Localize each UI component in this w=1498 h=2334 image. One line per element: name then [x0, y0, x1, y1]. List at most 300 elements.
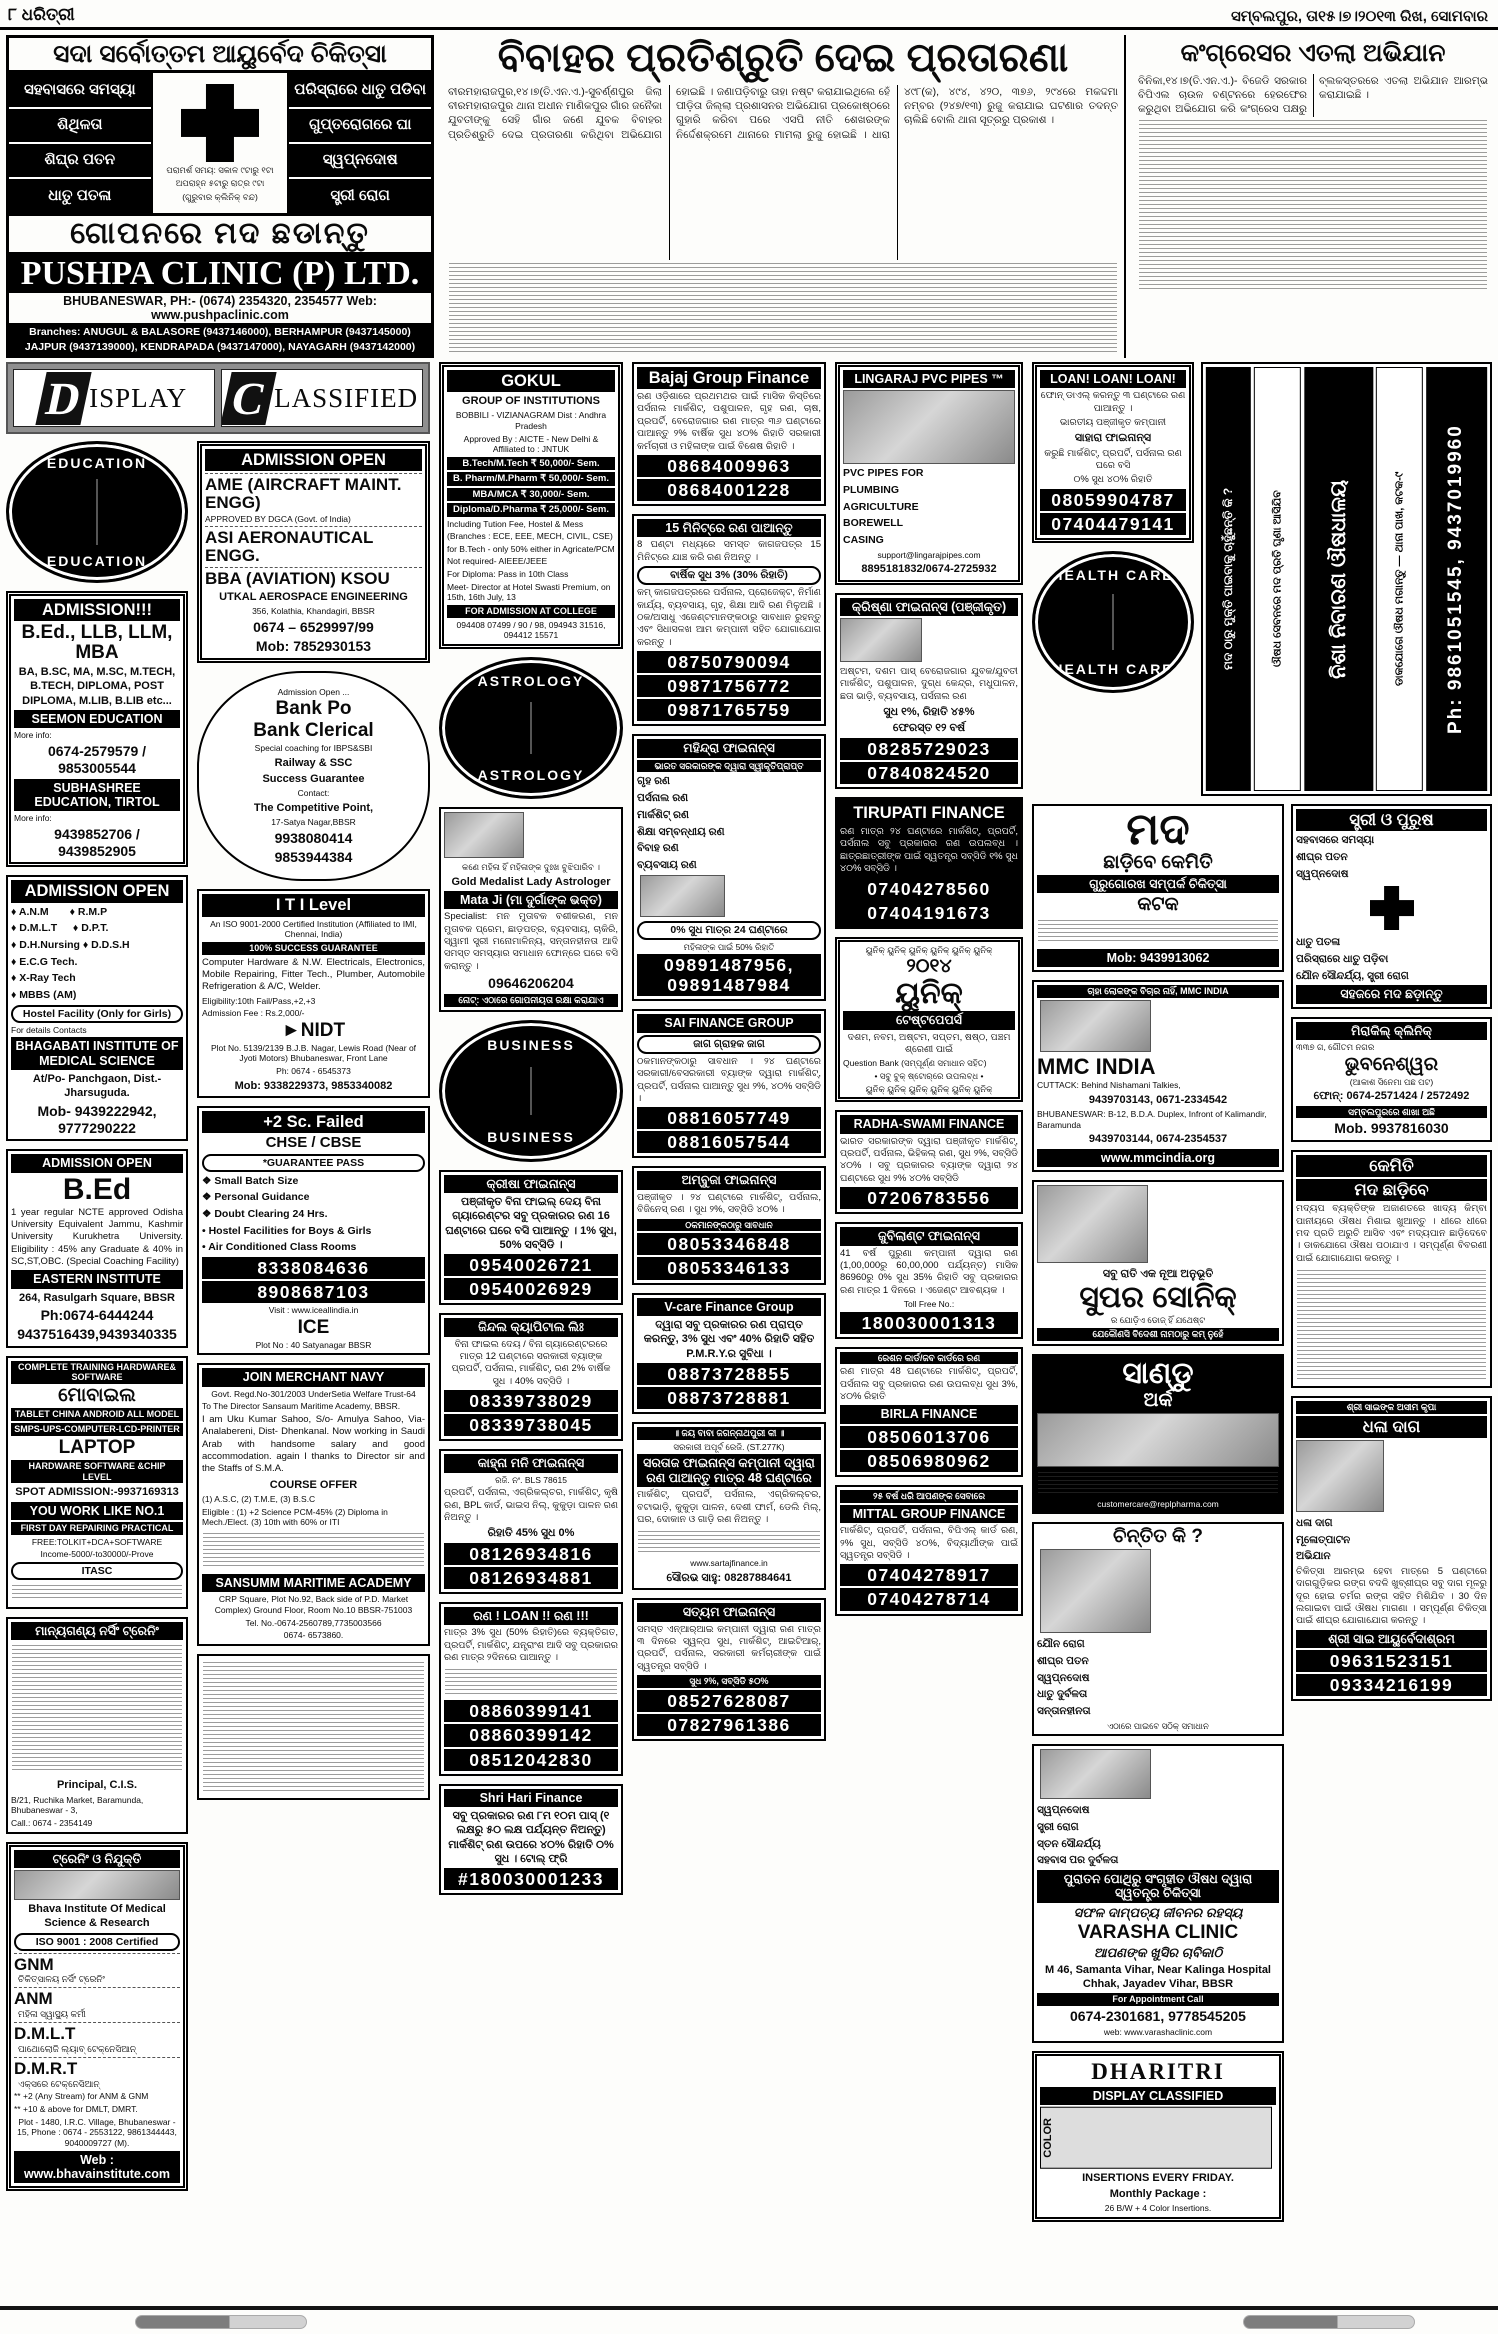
ad-text: COMPLETE TRAINING HARDWARE& SOFTWARE — [11, 1361, 183, 1385]
ad-text: Mob- 9439222942, 9777290222 — [37, 1102, 157, 1136]
woman-photo — [1040, 1549, 1151, 1633]
ad-text: BOBBILI - VIZIANAGRAM Dist : Andhra Pradesh — [455, 410, 607, 432]
article-text-continued — [449, 263, 1117, 355]
mobile-repair-training-ad — [6, 1356, 188, 1609]
ad-text: HARDWARE SOFTWARE &CHIP LEVEL — [11, 1460, 183, 1484]
patient-faces-photo — [1040, 1000, 1151, 1052]
ad-text: ASI AERONAUTICAL ENGG. — [205, 526, 422, 565]
ad-text: 07404479141 — [1040, 513, 1186, 535]
ad-text: Monthly Package : — [1109, 2188, 1207, 2200]
ad-text: 9439703144, 0674-2354537 — [1088, 1133, 1228, 1146]
ad-text: Plot - 1480, I.R.C. Village, Bhubaneswar - 15, Phone : 0674 - 2553122, 9861344443, 9040009727 (M). — [17, 2116, 177, 2148]
dharitri-display-classified-ad — [1032, 2051, 1284, 2222]
ad-text: ମଦ ଛାଡ଼ିବେ — [1296, 1179, 1487, 1201]
clinic-name: PUSHPA CLINIC (P) LTD. — [9, 255, 431, 293]
ad-text: 08816057544 — [637, 1131, 821, 1153]
ad-text: ମଦ ଠାରୁ ମୁକ୍ତି ପାଇବାକୁ ଚାହୁଁଛନ୍ତି କି ? — [1206, 367, 1251, 791]
ad-text: ❖ Doubt Clearing 24 Hrs. — [202, 1207, 328, 1220]
ad-text: 8 ଘଣ୍ଟା ମଧ୍ୟରେ ସମସ୍ତ କାଗଜପତ୍ର 15 ମିନିଟ୍‌ରେ ଯାଞ୍ଚ କରି ରଣ ନିଅନ୍ତୁ । — [637, 539, 821, 563]
right-mid-left-stack — [1032, 804, 1284, 2230]
goddess-image — [840, 618, 922, 662]
ad-text: ଧଳା ଦାଗ — [1296, 1416, 1487, 1438]
ad-text: ଏଠାରେ ପାଇବେ ସଠିକ୍ ସମାଧାନ — [1107, 1720, 1209, 1731]
bhagabati-institute-ad — [6, 875, 188, 1141]
ad-text: ❖ Small Batch Size — [202, 1174, 299, 1187]
ad-text: YOU WORK LIKE NO.1 — [11, 1502, 183, 1520]
fine-print-text — [1038, 920, 1278, 944]
ad-text: Mob. 9937816030 — [1334, 1120, 1449, 1137]
ad-text: LINGARAJ PVC PIPES ™ — [843, 370, 1015, 388]
ad-text: ଅଷ୍ଟମ, ଦଶମ ପାସ୍ ବେରୋଜଗାର ଯୁବକ/ଯୁବତୀ ମାର୍କଶିଟ୍, ପଶୁପାଳନ, ଦୁଗ୍ଧ କେନ୍ଦ୍ର, ମଧୁପାଳନ, ଛତା ଭାଡ଼ି, ବ୍ୟବସାୟ, ପର୍ସନାଲ ରଣ — [840, 666, 1018, 702]
varasha-clinic-ad — [1032, 1744, 1284, 2042]
ad-text: ଅର୍କ — [1143, 1389, 1173, 1411]
ad-text: • Air Conditioned Class Rooms — [202, 1241, 357, 1254]
page-number-label: ୮ ଧରିତ୍ରୀ — [8, 5, 75, 24]
fine-print-text — [203, 1533, 424, 1569]
classifieds-section — [0, 360, 1498, 2260]
ad-text: ♦ MBBS (AM) — [11, 989, 77, 1002]
kanha-money-finance-ad — [439, 1449, 623, 1594]
scrollbar-thumb-left[interactable] — [135, 2315, 307, 2329]
couple-photo — [1040, 1749, 1151, 1799]
ad-text: Bank Po — [275, 698, 352, 720]
ad-text: ର ଯୋଡ଼ିଏ ଡୋଜ୍ ହିଁ ଯଥେଷ୍ଟ — [1110, 1315, 1206, 1326]
ad-text: ଜିନ୍ଦଲ କ୍ୟାପିଟାଲ ଲିଃ — [444, 1318, 618, 1336]
ad-text: Diploma/D.Pharma ₹ 25,000/- Sem. — [447, 503, 615, 516]
loan-triple-ad — [439, 1602, 623, 1776]
ad-text: ପରିସ୍ରାରେ ଧାତୁ ପଡ଼ିବା — [1296, 952, 1389, 965]
dense-odia-text — [1297, 1270, 1486, 1380]
ad-text: ମିରାକିଲ୍ କ୍ଲିନିକ୍ — [1296, 1022, 1487, 1040]
ad-text: B. Pharm/M.Pharm ₹ 50,000/- Sem. — [447, 472, 615, 485]
ad-text: I T I Level — [202, 894, 425, 916]
ad-text: 08816057749 — [637, 1107, 821, 1129]
ad-text: Visit : www.iceallindia.in — [268, 1305, 359, 1316]
ad-text: JOIN MERCHANT NAVY — [202, 1368, 425, 1386]
ad-text: ** +2 (Any Stream) for ANM & GNM — [14, 2091, 149, 2102]
ad-text: DISPLAY CLASSIFIED — [1040, 2087, 1276, 2105]
ad-text: ସବୁ ପ୍ରକାରର ରଣ ୮ମ ୧୦ମ ପାସ୍ (୧ ଲକ୍ଷରୁ ୫୦ ଲକ୍ଷ ପର୍ଯ୍ୟନ୍ତ ନିଅନ୍ତୁ) ମାର୍କଶିଟ୍ ରଣ ଉପରେ ୪୦% ରିହାତି ୦% ସୁଧ । ଟୋଲ୍ ଫ୍ରି — [448, 1810, 614, 1865]
fine-print-text — [638, 1531, 820, 1553]
ad-text: Not required- AIEEE/JEEE — [447, 556, 548, 567]
ad-text: ISO 9001 : 2008 Certified — [14, 1933, 180, 1951]
ad-text: Success Guarantee — [262, 772, 365, 785]
mahindra-finance-ad — [632, 734, 826, 1001]
ad-text: Mob: 9338229373, 9853340082 — [234, 1079, 393, 1092]
ad-text: ପାଥୋଲୋଜି ଲ୍ୟାବ୍ ଟେକ୍ନେସିଆନ୍ — [18, 2043, 137, 2054]
mata-ji-astrologer-ad — [439, 807, 623, 1012]
sandu-arka-ad — [1032, 1354, 1284, 1515]
ad-text: LAPTOP — [58, 1436, 136, 1458]
ad-text: କମ୍ କାଗଜପତ୍ରରେ ପର୍ସନାଲ, ପ୍ରୋଜେକ୍ଟ, ନିର୍ମାଣ କାର୍ଯ୍ୟ, ବ୍ୟବସାୟ, ଗୃହ, ଶିକ୍ଷା ଆଦି ରଣ ମିଳୁଅଛି । ଠକ/ଅସାଧୁ ଏଜେଣ୍ଟମାନଙ୍କଠାରୁ ସାବଧାନ ରୁହନ୍ତୁ ଏବଂ ସିଧାସଳଖ ଆମ କମ୍ପାନୀ ସହିତ ଯୋଗାଯୋଗ କରନ୍ତୁ । — [637, 587, 821, 648]
right-mid-right-stack — [1291, 804, 1492, 2230]
ad-text: 26 B/W + 4 Color Insertions. — [1104, 2203, 1212, 2214]
face-photo — [1296, 1440, 1384, 1512]
ad-text: SUBHASHREE EDUCATION, TIRTOL — [14, 779, 180, 812]
business-logo-text: BUSINESS — [487, 1036, 575, 1053]
ad-text: ସଫଳ ଦାମ୍ପତ୍ୟ ଜୀବନର ରହସ୍ୟ — [1073, 1904, 1243, 1920]
ad-text: *GUARANTEE PASS — [202, 1154, 425, 1172]
ad-text: ଛାଡ଼ିବେ କେମିତି — [1103, 851, 1213, 873]
ad-text: ଶିକ୍ଷା ସମ୍ବନ୍ଧୀୟ ରଣ — [637, 825, 725, 838]
mittal-group-finance-ad — [835, 1485, 1023, 1615]
ad-text: 41 ବର୍ଷ ପୁରୁଣା କମ୍ପାନୀ ଦ୍ୱାରା ରଣ (1,00,000ରୁ 60,00,000 ପର୍ଯ୍ୟନ୍ତ) ମାସିକ 86960ରୁ 0% ସୁଧ 35% ରିହାତି ସବୁ ପ୍ରକାରର ରଣ ମାତ୍ର 1 ଦିନରେ । ଏଜେଣ୍ଟ ଆବଶ୍ୟକ । — [840, 1247, 1018, 1296]
ad-text: Question Bank (ସମ୍ପୂର୍ଣ୍ଣ ସମାଧାନ ସହିତ) — [843, 1058, 987, 1069]
ad-text: BHAGABATI INSTITUTE OF MEDICAL SCIENCE — [11, 1037, 183, 1070]
ad-text: EASTERN INSTITUTE — [11, 1270, 183, 1288]
ad-text: 07827961386 — [637, 1714, 821, 1736]
ad-text: 09631523151 — [1296, 1650, 1487, 1672]
ad-text: M 46, Samanta Vihar, Near Kalinga Hospital Chhak, Jayadev Vihar, BBSR — [1045, 1963, 1271, 1991]
ad-text: 0674- 6573860. — [283, 1630, 344, 1641]
ad-text: ITASC — [11, 1562, 183, 1580]
ad-text: ଚିକିତ୍ସା ଆରମ୍ଭ ହେବା ମାତ୍ରେ 5 ଘଣ୍ଟାରେ ଦାଗଗୁଡ଼ିକର ରଙ୍ଗ ବଦଳି ଖୁବ୍‌ଶୀଘ୍ର ସବୁ ଦାଗ ମୂଳରୁ ଦୂର ହୋଇ ଚର୍ମର ରଙ୍ଗ ସହିତ ମିଶିଯିବ । 30 ଦିନ ଲଗାଇବା ପାଇଁ ଔଷଧ ମାଗଣା । ସମ୍ପୂର୍ଣ୍ଣ ଚିକିତ୍ସା ପାଇଁ ଶୀଘ୍ର ଯୋଗାଯୋଗ କରନ୍ତୁ । — [1296, 1566, 1487, 1627]
ad-text: ୟୁନିକ୍ ୟୁନିକ୍ ୟୁନିକ୍ ୟୁନିକ୍ ୟୁନିକ୍ ୟୁନିକ୍ — [865, 944, 993, 955]
ad-text: ଧଳା ଦାଗ — [1296, 1517, 1333, 1530]
ad-text: 08684009963 — [637, 455, 821, 477]
ad-text: CHSE / CBSE — [265, 1134, 362, 1152]
classified-text-ad — [197, 1654, 430, 1800]
ad-text: ଯେକୌଣସି ବିଦେଶୀ ନାମଠାରୁ କମ୍ ନୁହେଁ — [1037, 1328, 1279, 1341]
ad-text: ରିହାତି 45% ସୁଧ 0% — [487, 1527, 575, 1540]
ad-text: Web : www.bhavainstitute.com — [14, 2151, 180, 2184]
ad-text: ପରିସ୍ରାରେ ଧାତୁ ପଡିବା — [289, 73, 431, 108]
ad-text: D.M.L.T — [14, 2022, 180, 2043]
ad-text: ୟୁନିକ୍ ୟୁନିକ୍ ୟୁନିକ୍ ୟୁନିକ୍ ୟୁନିକ୍ ୟୁନିକ୍ — [865, 1083, 993, 1094]
ad-text: Hostel Facility (Only for Girls) — [11, 1005, 183, 1023]
ad-text: 08506980962 — [840, 1450, 1018, 1472]
ad-text: 9938080414 — [274, 829, 353, 846]
ad-text: More info: — [14, 813, 52, 824]
ad-text: Computer Hardware & N.W. Electricals, Electronics, Mobile Repairing, Fitter Tech., Plumber, Automobile Refrigeration & A/C, Welder. — [202, 956, 425, 993]
competitive-point-bank-ad — [197, 671, 430, 882]
ad-text: ମୋବାଇଲ — [58, 1385, 136, 1407]
ad-text: Mob: 9439913062 — [1037, 949, 1279, 967]
ad-text: ସମ୍ବଲପୁରରେ ଶାଖା ଅଛି — [1296, 1106, 1487, 1119]
ad-text: 08860399142 — [444, 1724, 618, 1746]
ad-text: BHUBANESWAR: B-12, B.D.A. Duplex, Infront of Kalimandir, Baramunda — [1037, 1109, 1267, 1130]
krishna-finance-ad — [835, 593, 1023, 789]
classified-column-d — [632, 362, 826, 1749]
ad-text: 08750790094 — [637, 651, 821, 673]
ice-plus2-failed-ad — [197, 1106, 430, 1356]
ad-text: ANM — [14, 1987, 180, 2008]
clinic-branches: JAJPUR (9437139000), KENDRAPADA (9437147000), NAYAGARH (9437142000) — [9, 340, 431, 355]
business-logo-ad — [439, 1020, 623, 1162]
ad-text: UTKAL AEROSPACE ENGINEERING — [219, 590, 408, 603]
classified-column-c — [439, 362, 623, 1903]
ad-text: 0674-2301681, 9778545205 — [1070, 2008, 1246, 2025]
ad-text: COLOR — [1040, 2107, 1272, 2169]
ad-text: ବିବାହ ରଣ — [637, 842, 679, 855]
ad-text: Toll Free No.: — [903, 1298, 955, 1309]
classified-column-b — [197, 441, 430, 2199]
ad-text: 08126934881 — [444, 1567, 618, 1589]
lingaraj-pvc-pipes-ad — [835, 362, 1023, 585]
ad-text: ADMISSION!!! — [14, 599, 180, 621]
ad-text: BIRLA FINANCE — [840, 1405, 1018, 1423]
health-care-logo-text: HEALTH CARE — [1052, 661, 1174, 678]
ad-text: ଜୁବିଲାଣ୍ଟ ଫାଇନାନ୍ସ — [840, 1227, 1018, 1245]
ad-text: ** +10 & above for DMLT, DMRT. — [14, 2104, 138, 2115]
super-sonic-ad — [1032, 1180, 1284, 1346]
seemon-education-ad — [6, 591, 188, 867]
ad-text: ସରତାଜ ଫାଇନାନ୍ସ କମ୍ପାନୀ ଦ୍ୱାରା ରଣ ପାଆନ୍ତୁ ମାତ୍ର 48 ଘଣ୍ଟାରେ — [637, 1454, 821, 1487]
astrology-logo-text: ASTROLOGY — [477, 766, 585, 783]
ad-text: Ph: 0674 - 6545373 — [276, 1066, 351, 1077]
ad-text: ରଜି. ନଂ. BLS 78615 — [495, 1474, 567, 1485]
ad-text: I am Uku Kumar Sahoo, S/o- Amulya Sahoo, Via- Analabereni, Dist- Dhenkanal. Now working in Saudi Arab with handsome salary and good accommodation. again I thanks to Director sir and the Staffs of S.M.A. — [202, 1414, 425, 1475]
ad-text: 0% ସୁଧ ମାତ୍ର 24 ଘଣ୍ଟାରେ — [637, 921, 821, 940]
ad-text: ଅମ୍ବୁଜା ଫାଇନାନ୍ସ — [637, 1171, 821, 1189]
ad-text: ସାଣ୍ଡୁ — [1122, 1356, 1194, 1390]
ad-text: customercare@replpharma.com — [1097, 1498, 1219, 1509]
scrollbar-thumb-right[interactable] — [1243, 2315, 1415, 2329]
ad-text: Bank Clerical — [253, 720, 374, 742]
ad-text: କ୍ରୀଷା ଫାଇନାନ୍ସ — [444, 1175, 618, 1193]
ad-text: web: www.varashaclinic.com — [1103, 2026, 1213, 2037]
ad-text: CRP Square, Plot No.92, Back side of P.D. Market Complex) Ground Floor, Room No.10 BBSR-751003 — [214, 1594, 413, 1615]
couple-photo — [1037, 1185, 1148, 1263]
ad-text: Tel. No.-0674-2560789,7735003566 — [245, 1617, 382, 1628]
ad-text: CASING — [843, 534, 884, 547]
ad-text: ॥ ଜୟ ବାବା ଜଗନ୍ନାଥପୁରୀ କୀ ॥ — [637, 1427, 821, 1440]
ad-text: ୩୩୭ ଗ, ଗୌତମ ନଗର — [1296, 1042, 1375, 1053]
ad-text: For Appointment Call — [1037, 1993, 1279, 2006]
ad-text: 07404191673 — [840, 902, 1018, 924]
ad-text: VARASHA CLINIC — [1077, 1921, 1239, 1943]
ad-text: Admission Open ... — [277, 686, 350, 697]
ad-text: ଜାଗ ଗ୍ରାହକ ଜାଗ — [637, 1035, 821, 1054]
ad-text: CUTTACK: Behind Nishamani Talkies, — [1037, 1080, 1181, 1091]
ad-text: Bajaj Group Finance — [637, 367, 821, 389]
ad-text: Meet- Director at Hotel Swasti Premium, on 15th, 16th July, 13 — [447, 581, 611, 603]
ad-text: ♦ D.M.L.T ♦ D.P.T. — [11, 922, 109, 935]
ad-text: support@lingarajpipes.com — [877, 549, 981, 560]
health-care-logo-text: HEALTH CARE — [1052, 566, 1174, 583]
ad-text: 17-Satya Nagar,BBSR — [271, 817, 356, 828]
display-classified-banner — [6, 362, 430, 434]
vertical-ad-slot — [1201, 362, 1492, 804]
ad-text: (ଆକାଶ ସିନେମା ପଛ ପଟ) — [1349, 1076, 1434, 1087]
ad-text: ମାତ୍ର 3% ସୁଧ (50% ରିହାତି)ରେ ବ୍ୟକ୍ତିଗତ, ପ୍ରପର୍ଟି, ମାର୍କଶିଟ୍, ଯନ୍ତ୍ରାଂଶ ଆଦି ସବୁ ପ୍ରକାରର ରଣ ମାତ୍ର ୨ଦିନରେ ପାଆନ୍ତୁ । — [444, 1627, 619, 1663]
eastern-institute-bed-ad — [6, 1149, 188, 1347]
ad-text: 100% SUCCESS GUARANTEE — [202, 942, 425, 955]
ad-text: ଶୀଘ୍ର ପତନ — [1037, 1654, 1089, 1667]
pvc-pipes-photo — [843, 390, 1015, 464]
ad-text: ସ୍ତ୍ରୀ ଓ ପୁରୁଷ — [1296, 809, 1487, 831]
ad-text: ଔଷଧ ସେବନରେ ମଦ ପ୍ରତି ଘୃଣା ଆସିଯିବ — [1254, 367, 1301, 791]
ad-text: INSERTIONS EVERY FRIDAY. — [1082, 2171, 1234, 2184]
masthead — [0, 0, 1498, 30]
banner-word-classified — [221, 369, 423, 427]
shri-hari-finance-ad — [439, 1784, 623, 1896]
satyam-finance-ad — [632, 1598, 826, 1741]
ad-text: ଭାରତ ସରକାରଙ୍କ ଦ୍ୱାରା ପଞ୍ଜୀକୃତ ମାର୍କଶିଟ୍, ପ୍ରପର୍ଟି, ପର୍ସନାଲ, ଭିହିକଲ୍ ରଣ, ସୁଧ ୨%, ସବ୍‌ସିଡି ୪୦% । ସବୁ ପ୍ରକାରର ବ୍ୟାଙ୍କ ଦ୍ୱାରା ୨୪ ଘଣ୍ଟାରେ ସୁଧ ୨% ୪୦% ସବ୍‌ସିଡି — [840, 1135, 1018, 1184]
ad-text: ରଣ ! LOAN !! ରଣ !!! — [444, 1607, 618, 1625]
banner-initial: C — [221, 372, 277, 425]
ad-text: FOR ADMISSION AT COLLEGE — [447, 605, 615, 618]
ad-text: for B.Tech - only 50% either in Agricate/PCM — [447, 543, 615, 554]
ad-text: COURSE OFFER — [269, 1478, 358, 1491]
ad-text: An ISO 9001-2000 Certified Institution (Affiliated to IMI, Chennai, India) — [210, 918, 417, 940]
ad-text: ସ୍ୱପ୍ନଦୋଷ — [289, 144, 431, 179]
ad-text: For details Contacts — [11, 1024, 87, 1035]
ad-text: ►NIDT — [281, 1019, 346, 1041]
mada-chhadibe-ad — [1032, 804, 1284, 972]
jubilant-finance-ad — [835, 1222, 1023, 1339]
ad-text: ନିଶା ନିବାରଣ ଔଷଧାଳୟ — [1304, 367, 1373, 791]
ad-text: ଚିନ୍ତିତ କି ? — [1113, 1526, 1203, 1548]
ad-text: ସନ୍ତାନହୀନତା — [1037, 1705, 1091, 1718]
ad-text: କାହ୍ନା ମନି ଫାଇନାନ୍ସ — [444, 1454, 618, 1472]
ad-text: ଭୁବନେଶ୍ୱର — [1344, 1053, 1439, 1075]
main-article — [442, 35, 1126, 358]
ad-text: 08684001228 — [637, 479, 821, 501]
ad-text: ICE — [297, 1316, 330, 1338]
utkal-aerospace-ad — [197, 441, 430, 663]
ad-text: ସତ୍ୟମ ଫାଇନାନ୍ସ — [637, 1603, 821, 1621]
business-logo-text: BUSINESS — [487, 1128, 575, 1145]
ad-text: SPOT ADMISSION:-9937169313 — [15, 1486, 179, 1499]
ad-text: Plot No. 5139/2139 B.J.B. Nagar, Lewis Road (Near of Jyoti Motors) Bhubaneswar, Front Lane — [210, 1042, 417, 1064]
ad-text: 1 year regular NCTE approved Odisha University Equivalent Jammu, Kashmir University Kurukhetra University. Eligibility : 45% any Graduate & 40% in SC,ST,OBC. (Special Coaching Facility) — [11, 1206, 183, 1268]
ad-text: ରେଶନ କାର୍ଡ/ଜବ କାର୍ଡରେ ରଣ — [840, 1352, 1018, 1365]
ad-text: 356, Kolathia, Khandagiri, BBSR — [252, 606, 375, 617]
ad-text: ବିନା ଫାଇଲ ଦେୟ / ବିନା ଗ୍ୟାରେଣ୍ଟରରେ ମାତ୍ର 12 ଘଣ୍ଟାରେ ସରକାରୀ ବ୍ୟାଙ୍କ ପ୍ରପର୍ଟି, ପର୍ସନାଲ, ମାର୍କଶିଟ୍, ରଣ 2% ବାର୍ଷିକ ସୁଧ । 40% ସବ୍‌ସିଡି । — [451, 1338, 611, 1387]
address-fine-print — [12, 1585, 182, 1601]
pushpa-center — [151, 73, 290, 213]
ad-text: SEEMON EDUCATION — [14, 710, 180, 728]
ad-text: ମଦ — [1126, 805, 1190, 854]
ad-text: 07206783556 — [840, 1187, 1018, 1209]
ad-text: Eligible : (1) +2 Science PCM-45% (2) Diploma in Mech./Elect. (3) 10th with 60% or ITI — [202, 1506, 388, 1528]
article-body: ବୀରମହାରାଜପୁର,୧୪।୭(ତି.ଏନ.ଏ.)-ସୁବର୍ଣ୍ଣପୁର ଜିଲା ବୀରମହାରାଜପୁର ଥାନା ଅଧୀନ ମାଣିକପୁର ଗାଁର ଜନୈକା ଯୁବତୀଙ୍କୁ ସେହି ଗାଁର ଜଣେ ଯୁବକ ବିବାହର ପ୍ରତିଶ୍ରୁତି ଦେଇ ପ୍ରତାରଣା କରିଥିବା ଅଭିଯୋଗ ହୋଇଛି । ଜଣାପଡ଼ିବାରୁ ତାହା ନଷ୍ଟ କରାଯାଇଥିଲେ ହେଁ ପୀଡ଼ିତା ଜିଲ୍ଲା ପ୍ରଶାସନର ଅଭିଯୋଗ ପ୍ରକୋଷ୍ଠରେ ଗୁହାରି କରିବା ପରେ ଏସପି ନୀତି ଶେଖରଙ୍କ ନିର୍ଦ୍ଦେଶକ୍ରମେ ଥାନାରେ ମାମଲା ରୁଜୁ ହୋଇଛି । ଧାରା ୪୯୮(କ), ୪୯୪, ୪୨୦, ୩୭୬, ୨୯୪ରେ ମକଦ୍ଦମା ନମ୍ବର (୨୪୭/୧୩) ରୁଜୁ କରାଯାଇ ଘଟଣାର ତଦନ୍ତ ଚାଲିଛି ବୋଲି ଥାନା ସୂତ୍ରରୁ ପ୍ରକାଶ । — [448, 86, 1118, 141]
ad-text: B.Tech/M.Tech ₹ 50,000/- Sem. — [447, 457, 615, 470]
ad-text: 08860399141 — [444, 1700, 618, 1722]
ad-text: ସହବାସରେ ସମସ୍ୟା — [1296, 834, 1375, 847]
ad-text: Ph: 9861051545, 9437019960 — [1426, 367, 1487, 791]
nisha-mukti-vertical-ad — [1201, 362, 1492, 796]
ad-text: ଫେରସ୍ତ ୧୨ ବର୍ଷ — [892, 722, 966, 735]
ad-text: ସୁଧ ୧%, ରିହାତି ୪୫% — [883, 706, 975, 719]
ad-text: ଯୌନ ରୋଗ — [1037, 1638, 1085, 1651]
stri-o-purusha-ad — [1291, 804, 1492, 1009]
article-text-continued — [1139, 120, 1487, 290]
ad-text: Shri Hari Finance — [444, 1789, 618, 1807]
ad-text: ADMISSION OPEN — [11, 1154, 183, 1172]
ad-text: ସରକାରୀ ଅପୂର୍ବ ରେଜି. (ST.277K) — [673, 1441, 785, 1452]
nursing-training-text-ad — [6, 1617, 188, 1834]
ad-text: B.Ed., LLB, LLM, MBA — [21, 622, 173, 664]
ad-text: ମହିନ୍ଦ୍ରା ଫାଇନାନ୍ସ — [637, 739, 821, 757]
goddess-image — [444, 812, 524, 858]
ad-text: Call.: 0674 - 2354149 — [11, 1817, 93, 1828]
ad-text: SMPS-UPS-COMPUTER-LCD-PRINTER — [11, 1423, 183, 1436]
consultation-hours: ଅପରାହ୍ନ ୫ଟାରୁ ରାତ୍ର ୯ଟା — [175, 178, 265, 189]
ad-text: ସୌରଭ ସାହୁ: 08287884641 — [666, 1571, 792, 1584]
ad-text: ୦% ସୁଧ ୪୦% ରିହାତି — [1073, 474, 1153, 486]
ad-text: 094408 07499 / 90 / 98, 094943 31516, 094412 15571 — [456, 619, 606, 641]
ad-text: MBA/MCA ₹ 30,000/- Sem. — [447, 488, 615, 501]
ad-text: ରଣ ମାତ୍ର 48 ଘଣ୍ଟାରେ ମାର୍କଶିଟ୍, ପ୍ରପର୍ଟି, ପର୍ସନାଲ ସବୁ ପ୍ରକାରର ରଣ ଉପଲବ୍ଧ ସୁଧ 3%, ୪୦% ରିହାତି — [840, 1366, 1018, 1403]
banner-word-display — [13, 369, 215, 427]
ad-text: 08873728855 — [637, 1363, 821, 1385]
ad-text: GNM — [14, 1953, 180, 1974]
consultation-hours: (ଗୁରୁବାର କ୍ଲିନିକ୍ ବନ୍ଦ) — [182, 191, 258, 202]
ad-text: ଶ୍ରୀ ସାଇ ଆୟୁର୍ବେଦାଶ୍ରମ — [1296, 1630, 1487, 1648]
ad-text: ପଞ୍ଜୀକୃତ ବିନା ଫାଇଲ୍ ଦେୟ ବିନା ଗ୍ୟାରେଣ୍ଟର ସବୁ ପ୍ରକାରର ରଣ 16 ଘଣ୍ଟାରେ ଘରେ ବସି ପାଆନ୍ତୁ । 1% ସୁଧ, 50% ସବ୍‌ସିଡି । — [445, 1195, 617, 1251]
ad-text: FREE:TOLKIT+DCA+SOFTWARE — [31, 1536, 163, 1547]
ad-text: ଧାତୁ ପତଳା — [48, 186, 112, 204]
ad-text: 8338084636 — [202, 1257, 425, 1279]
ad-text: ♦ A.N.M ♦ R.M.P — [11, 905, 108, 918]
ad-text: 09334216199 — [1296, 1674, 1487, 1696]
ad-text: At/Po- Panchgaon, Dist.- Jharsuguda. — [32, 1073, 162, 1100]
ad-text: ପ୍ରପର୍ଟି, ପର୍ସନାଲ, ଏଗ୍ରିକଲ୍ଚର, ମାର୍କଶିଟ୍, କୃଷି ରଣ, BPL କାର୍ଡ, ଭାଇସ ନିଲ୍, କୁକୁଡ଼ା ପାଳନ ରଣ ନିଅନ୍ତୁ । — [444, 1487, 618, 1524]
ad-text: ଭାରତୀୟ ପଞ୍ଜୀକୃତ କମ୍ପାନୀ — [1059, 417, 1167, 429]
ad-text: Ph:0674-6444244 — [40, 1307, 154, 1324]
loan-15-minutes-ad — [632, 514, 826, 726]
ad-text: Plot No : 40 Satyanagar BBSR — [255, 1339, 372, 1350]
ad-text: Principal, C.I.S. — [56, 1779, 138, 1792]
clinic-branches: Branches: ANUGUL & BALASORE (9437146000), BERHAMPUR (9437145000) — [9, 325, 431, 340]
product-packs-photo — [1037, 1413, 1279, 1467]
side-article — [1134, 35, 1492, 358]
ad-text: 08339738045 — [444, 1414, 618, 1436]
ad-text: ସମସ୍ତ ଏନ୍‌ଆର୍‌ଆଇ କମ୍ପାନୀ ଦ୍ୱାରା ରଣ ମାତ୍ର ୩ ଦିନରେ ସ୍ୱଳ୍ପ ସୁଧ, ମାର୍କଶିଟ୍, ଆଇଟିଆର୍, ପ୍ରପର୍ଟି, ପର୍ସନାଲ, ସରକାରୀ କର୍ମଚାରୀଙ୍କ ପାଇଁ ସ୍ୱତନ୍ତ୍ର ସବ୍‌ସିଡି । — [637, 1623, 821, 1672]
ad-text: 08053346848 — [637, 1233, 821, 1255]
ad-text: ପଞ୍ଜୀକୃତ । ୨୪ ଘଣ୍ଟାରେ ମାର୍କଶିଟ୍, ପର୍ସନାଲ, ବିଜିନେସ୍ ରଣ । ସୁଧ ୨%, ସବ୍‌ସିଡି ୪୦% । — [637, 1191, 821, 1216]
ad-text: 8908687103 — [202, 1281, 425, 1303]
ad-text: ADMISSION OPEN — [11, 880, 183, 902]
ad-text: More info: — [14, 730, 52, 741]
ad-text: PLUMBING — [843, 484, 899, 497]
ad-text: ଗୃହ ରଣ — [637, 775, 670, 788]
ad-text: Including Tution Fee, Hostel & Mess — [447, 518, 584, 529]
pushpa-headline: ସଦା ସର୍ବୋତ୍ତମ ଆୟୁର୍ବେଦ ଚିକିତ୍ସା — [9, 38, 431, 73]
ad-text: ଶିଘ୍ର ପତନ — [9, 144, 151, 179]
ad-text: Income-5000/-to30000/-Prove — [40, 1549, 154, 1560]
jindal-capital-ad — [439, 1313, 623, 1441]
ad-text: ଭାରତ ସରକାରଙ୍କ ଦ୍ୱାରା ସ୍ୱୀକୃତିପ୍ରାପ୍ତ — [637, 760, 821, 773]
ad-text: ❖ Personal Guidance — [202, 1191, 310, 1204]
ad-text: ରଣ ଓଡ଼ିଶାରେ ପ୍ରଥମଥର ପାଇଁ ମାସିକ କିସ୍ତିରେ ପର୍ସନାଲ ମାର୍କଶିଟ୍, ପଶୁପାଳନ, ଗୃହ ରଣ, ଚାଷ, ପ୍ରପର୍ଟି, ବେରୋଜଗାର ରଣ ମାତ୍ର ୩୬ ଘଣ୍ଟାରେ ପାଆନ୍ତୁ ୨% ବାର୍ଷିକ ସୁଧ ୪୦% ରିହାତି ସରକାରୀ କର୍ମଚାରୀ ଓ ମହିଳାଙ୍କ ପାଇଁ ବିଶେଷ ରିହାତି । — [637, 391, 821, 452]
mirakil-clinic-ad — [1291, 1017, 1492, 1142]
ad-text: Special coaching for IBPS&SBI — [254, 743, 373, 753]
ad-text: କଟକ — [1137, 894, 1179, 916]
ad-text: PVC PIPES FOR — [843, 467, 924, 480]
ad-text: ଯୌନ ସୌନ୍ଦର୍ଯ୍ୟ, ସ୍ତ୍ରୀ ରୋଗ — [1296, 969, 1409, 982]
ad-text: ରଣ ମାତ୍ର ୨୪ ଘଣ୍ଟାରେ ମାର୍କଶିଟ୍, ପ୍ରପର୍ଟି, ପର୍ସନାଲ ସବୁ ପ୍ରକାରର ରଣ ଉପଲବ୍ଧ । ଛାତ୍ରଛାତ୍ରୀଙ୍କ ପାଇଁ ସ୍ୱତନ୍ତ୍ର ସବ୍‌ସିଡି ୧% ସୁଧ ୪୦% ସବ୍‌ସିଡି । — [840, 826, 1018, 875]
ad-text: Contact: — [297, 788, 330, 799]
ad-text: 08339738029 — [444, 1390, 618, 1412]
edition-dateline: ସମ୍ବଲପୁର, ତା୧୫।୭।୨୦୧୩ ରିଖ, ସୋମବାର — [1231, 8, 1488, 25]
ad-text: MMC INDIA — [1037, 1054, 1156, 1080]
ad-text: ସୁପର ସୋନିକ୍ — [1079, 1281, 1237, 1315]
sartaj-finance-ad — [632, 1422, 826, 1590]
ad-text: BOREWELL — [843, 517, 904, 530]
ad-text: The Competitive Point, — [253, 801, 374, 814]
medical-cross-icon — [181, 84, 259, 162]
ad-text: 08512042830 — [444, 1749, 618, 1771]
radha-swami-finance-ad — [835, 1110, 1023, 1214]
ad-text: 07404278917 — [840, 1564, 1018, 1586]
ad-text: କ୍ରିଷ୍ଣା ଫାଇନାନ୍ସ (ପଞ୍ଜୀକୃତ) — [840, 598, 1018, 616]
right-top-left-stack — [1032, 362, 1194, 804]
ad-text: ସବୁ ରାତି ଏକ ନୂଆ ଅନୁଭୂତି — [1102, 1268, 1214, 1281]
ad-text: ଫୋନ୍ ଡାଏଲ୍ କରନ୍ତୁ ୩ ଘଣ୍ଟାରେ ରଣ ପାଆନ୍ତୁ । — [1040, 390, 1186, 414]
